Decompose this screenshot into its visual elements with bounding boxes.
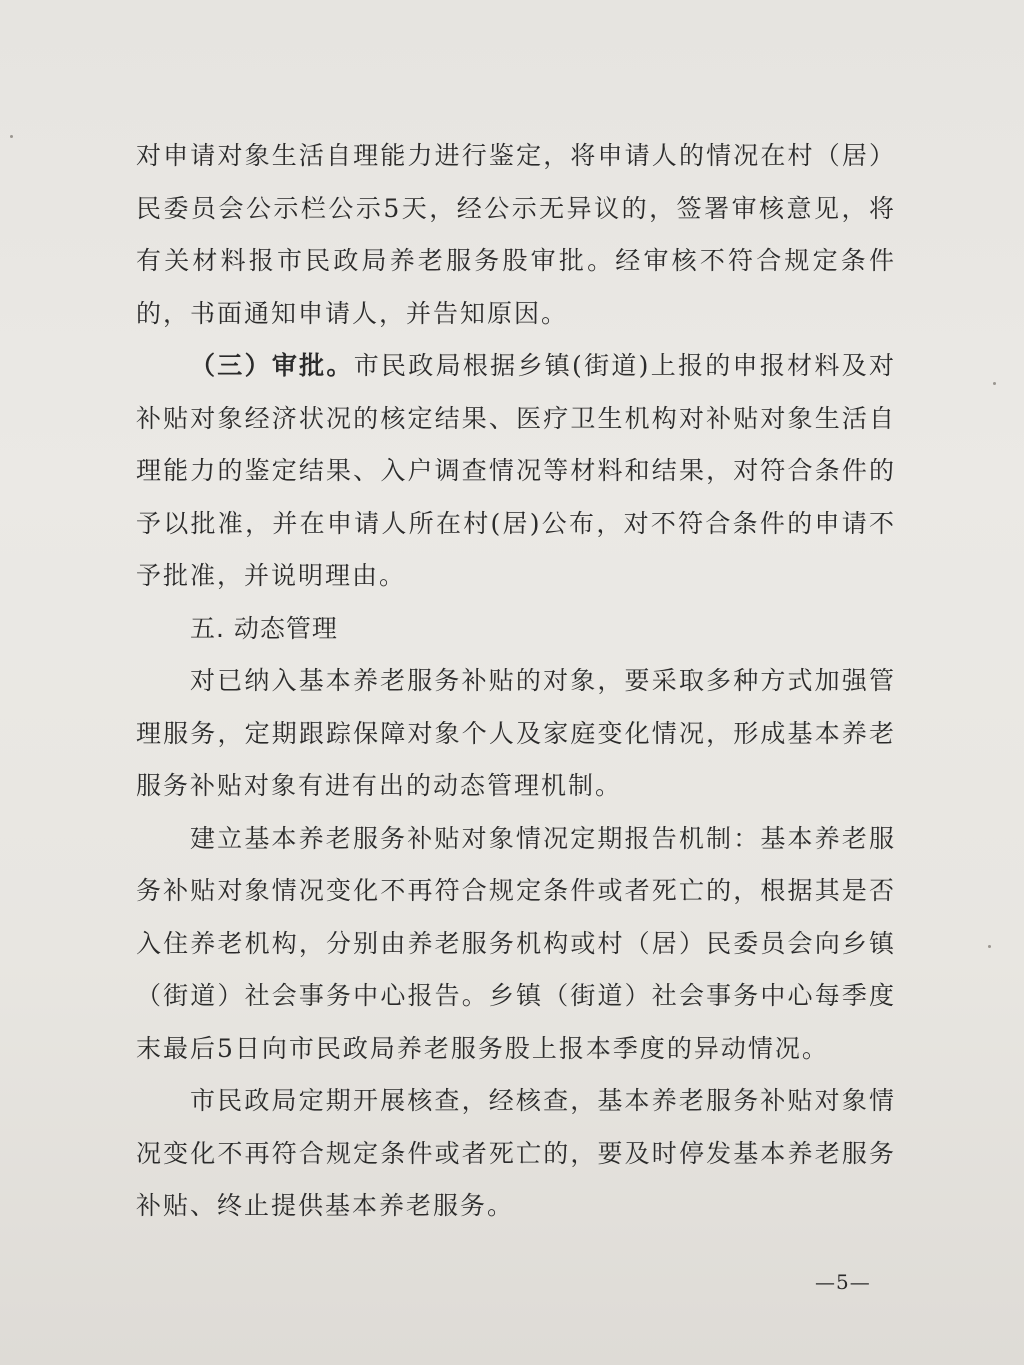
section-3-label: （三）审批。 — [190, 351, 354, 380]
paper-mark — [993, 382, 996, 385]
paper-mark — [988, 945, 991, 948]
paragraph-4: 建立基本养老服务补贴对象情况定期报告机制：基本养老服务补贴对象情况变化不再符合规定条件或者死亡的，根据其是否入住养老机构，分别由养老服务机构或村（居）民委员会向乡镇（街道）社会事务中心报告。乡镇（街道）社会事务中心每季度末最后5日向市民政局养老服务股上报本季度的异动情况。 — [136, 823, 896, 1063]
paper-mark — [10, 135, 13, 138]
paragraph-1: 对申请对象生活自理能力进行鉴定，将申请人的情况在村（居）民委员会公示栏公示5天，经公示无异议的，签署审核意见，将有关材料报市民政局养老服务股审批。经审核不符合规定条件的，书面通知申请人，并告知原因。 — [136, 141, 896, 328]
section-5-heading: 五. 动态管理 — [190, 613, 338, 643]
document-body — [136, 130, 896, 1233]
paragraph-3: 对已纳入基本养老服务补贴的对象，要采取多种方式加强管理服务，定期跟踪保障对象个人及家庭变化情况，形成基本养老服务补贴对象有进有出的动态管理机制。 — [136, 666, 896, 800]
paragraph-2 — [136, 340, 896, 603]
section-3-text: 市民政局根据乡镇(街道)上报的申报材料及对补贴对象经济状况的核定结果、医疗卫生机构对补贴对象生活自理能力的鉴定结果、入户调查情况等材料和结果，对符合条件的予以批准，并在申请人所在村(居)公布，对不符合条件的申请不予批准，并说明理由。 — [136, 351, 896, 590]
paragraph-5: 市民政局定期开展核查，经核查，基本养老服务补贴对象情况变化不再符合规定条件或者死亡的，要及时停发基本养老服务补贴、终止提供基本养老服务。 — [136, 1086, 896, 1220]
page-number: —5— — [815, 1270, 871, 1294]
